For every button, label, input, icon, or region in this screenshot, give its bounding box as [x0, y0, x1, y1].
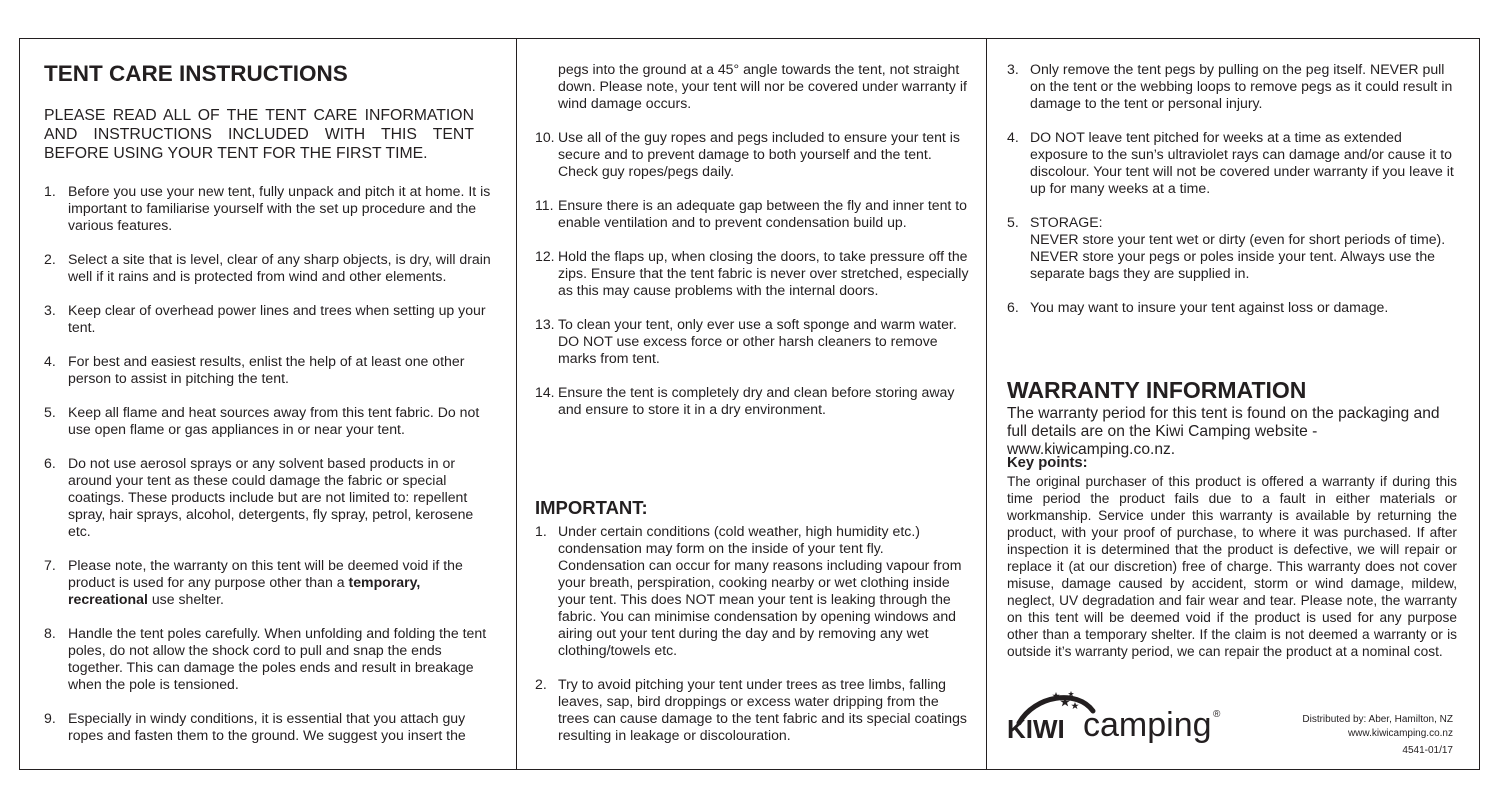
care-list: [44, 183, 494, 744]
website-line: www.kiwicamping.co.nz: [1347, 728, 1453, 739]
list-item: 3. Keep clear of overhead power lines and trees when setting up your tent.: [44, 302, 486, 335]
svg-text:KIWI: KIWI: [1007, 714, 1065, 744]
list-item: 13. To clean your tent, only ever use a soft sponge and warm water. DO NOT use excess force or other harsh cleaners to remove marks from tent.: [535, 316, 957, 366]
distributor-line: Distributed by: Aber, Hamilton, NZ: [1302, 714, 1453, 725]
list-item: 11. Ensure there is an adequate gap between the fly and inner tent to enable ventilation and to prevent condensation build up.: [535, 197, 968, 230]
list-item: 4. For best and easiest results, enlist the help of at least one other person to assist in pitching the tent.: [44, 353, 465, 386]
list-item: 6. You may want to insure your tent against loss or damage.: [1007, 299, 1389, 315]
list-item: 6. Do not use aerosol sprays or any solvent based products in or around your tent as these could damage the fabric or special coatings. These products include but are not limited to: repellent spray, hair sprays, alcohol, detergents, fly spray, petrol, kerosene etc.: [44, 455, 474, 539]
important-heading: IMPORTANT:: [535, 497, 648, 518]
storage-text: NEVER store your tent wet or dirty (even for short periods of time). NEVER store your pegs or poles inside your tent. Always use the separate bags they are supplied in.: [1030, 231, 1446, 281]
svg-text:camping: camping: [1083, 706, 1212, 744]
list-item: 8. Handle the tent poles carefully. When unfolding and folding the tent poles, do not allow the shock cord to pull and snap the ends together. This can damage the poles ends and result in breakage when the pole is tensioned.: [44, 625, 487, 692]
key-points-heading: Key points:: [1007, 455, 1088, 471]
kiwi-camping-logo: [1007, 687, 1237, 747]
column-warranty: [1007, 39, 1459, 769]
list-item: 2. Select a site that is level, clear of any sharp objects, is dry, will drain well if it rains and is protected from wind and other elements.: [44, 251, 491, 284]
column-care-instructions: [44, 39, 494, 769]
list-item: 1. Before you use your new tent, fully unpack and pitch it at home. It is important to familiarise yourself with the set up procedure and the various features.: [44, 183, 491, 233]
column-care-continued: [535, 39, 971, 769]
care-list-continued: [535, 129, 971, 418]
svg-text:®: ®: [1213, 709, 1221, 720]
list-item: 12. Hold the flaps up, when closing the doors, to take pressure off the zips. Ensure that the tent fabric is never over stretched, especially as this may cause problems with the internal doors.: [535, 248, 969, 298]
list-item: 1. Under certain conditions (cold weather, high humidity etc.) condensation may form on the inside of your tent fly. Condensation can occur for many reasons including vapour from your breath, perspiration, cooking nearby or wet clothing inside your tent. This does NOT mean your tent is leaking through the fabric. You can minimise condensation by opening windows and airing out your tent during the day and by removing any wet clothing/towels etc.: [535, 523, 962, 658]
important-list-continued: [1007, 61, 1459, 316]
list-item: 5. Keep all flame and heat sources away from this tent fabric. Do not use open flame or gas appliances in or near your tent.: [44, 404, 480, 437]
list-item: 3. Only remove the tent pegs by pulling on the peg itself. NEVER pull on the tent or the webbing loops to remove pegs as it could result in damage to the tent or personal injury.: [1007, 61, 1453, 111]
list-item: 10. Use all of the guy ropes and pegs included to ensure your tent is secure and to prevent damage to both yourself and the tent. Check guy ropes/pegs daily.: [535, 129, 960, 179]
list-item: 4. DO NOT leave tent pitched for weeks at a time as extended exposure to the sun’s ultraviolet rays can damage and/or cause it to discolour. Your tent will not be covered under warranty if you leave it up for many weeks at a time.: [1007, 129, 1454, 196]
important-list: [535, 523, 971, 744]
intro-paragraph: PLEASE READ ALL OF THE TENT CARE INFORMATION AND INSTRUCTIONS INCLUDED WITH THIS TENT BEFORE USING YOUR TENT FOR THE FIRST TIME.: [44, 107, 474, 162]
list-item-storage: 5. STORAGE: NEVER store your tent wet or dirty (even for short periods of time). NEVER store your pegs or poles inside your tent. Always use the separate bags they are supplied in.: [1007, 214, 1446, 281]
list-item: 2. Try to avoid pitching your tent under trees as tree limbs, falling leaves, sap, bird droppings or excess water dripping from the trees can cause damage to the tent fabric and its special coatings resulting in leakage or discolouration.: [535, 676, 967, 743]
column-divider: [986, 39, 987, 769]
key-points-text: The original purchaser of this product is offered a warranty if during this time period the product fails due to a fault in either materials or workmanship. Service under this warranty is available by returning the product, with your proof of purchase, to where it was purchased. If after inspection it is determined that the product is defective, we will repair or replace it (at our discretion) free of charge. This warranty does not cover misuse, damage caused by accident, storm or wind damage, mildew, neglect, UV degradation and fair wear and tear. Please note, the warranty on this tent will be deemed void if the product is used for any purpose other than a temporary shelter. If the claim is not deemed a warranty or is outside it’s warranty period, we can repair the product at a nominal cost.: [1007, 474, 1457, 659]
warranty-heading: WARRANTY INFORMATION: [1007, 377, 1307, 403]
list-item-warranty-void: 7. Please note, the warranty on this tent will be deemed void if the product is used for any purpose other than a temporary, recreational use shelter.: [44, 557, 463, 607]
list-item: 9. Especially in windy conditions, it is essential that you attach guy ropes and fasten them to the ground. We suggest you insert the: [44, 710, 466, 743]
instruction-sheet: [19, 38, 1480, 770]
document-code: 4541-01/17: [1402, 745, 1453, 756]
list-item: 14. Ensure the tent is completely dry and clean before storing away and ensure to store it in a dry environment.: [535, 384, 955, 417]
list-item-continuation: pegs into the ground at a 45° angle towards the tent, not straight down. Please note, your tent will nor be covered under warranty if wind damage occurs.: [558, 61, 967, 111]
distributor-info: [1302, 713, 1453, 741]
warranty-intro: The warranty period for this tent is found on the packaging and full details are on the Kiwi Camping website - www.kiwicamping.co.nz.: [1007, 405, 1440, 458]
column-divider: [516, 39, 517, 769]
page-title: TENT CARE INSTRUCTIONS: [44, 61, 348, 86]
